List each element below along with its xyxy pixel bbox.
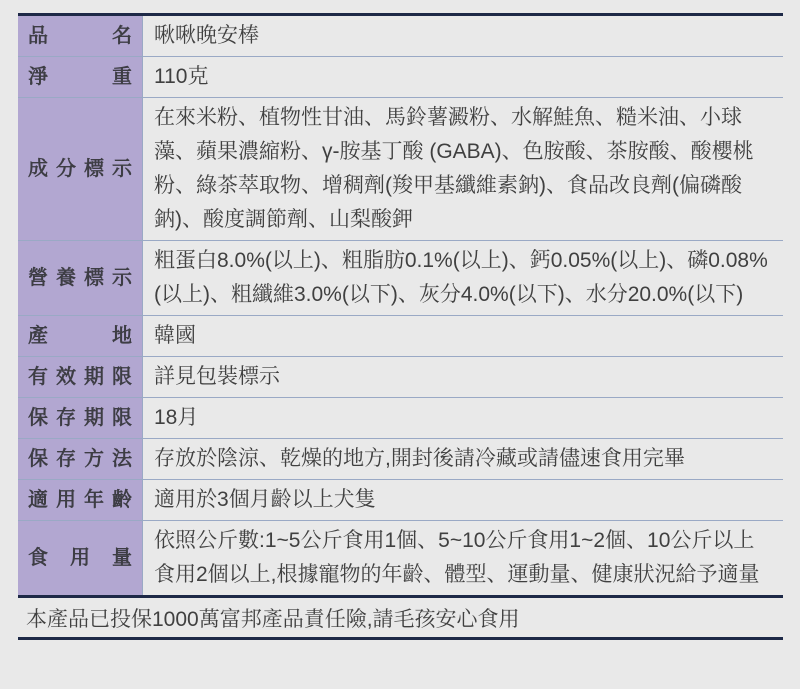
row-value: 在來米粉、植物性甘油、馬鈴薯澱粉、水解鮭魚、糙米油、小球藻、蘋果濃縮粉、γ-胺基丁酸 (GABA)、色胺酸、茶胺酸、酸櫻桃粉、綠茶萃取物、增稠劑(羧甲基纖維素鈉)、食品改良劑(偏磷酸鈉)、酸度調節劑、山梨酸鉀 [154, 106, 754, 231]
row-label-cell [18, 16, 143, 56]
row-label: 保存期限 [28, 407, 132, 429]
row-value: 適用於3個月齡以上犬隻 [154, 488, 376, 511]
row-value-cell [143, 16, 783, 56]
row-value-cell [143, 357, 783, 397]
row-label-cell [18, 357, 143, 397]
row-value-cell [143, 480, 783, 520]
row-label: 品名 [28, 25, 132, 47]
row-value-cell [143, 439, 783, 479]
row-value: 18月 [154, 406, 199, 429]
product-spec-table [18, 13, 783, 640]
row-label-cell [18, 57, 143, 97]
row-value: 存放於陰涼、乾燥的地方,開封後請冷藏或請儘速食用完畢 [154, 447, 685, 470]
table-row [18, 439, 783, 480]
table-row [18, 57, 783, 98]
row-value-cell [143, 316, 783, 356]
table-row [18, 398, 783, 439]
table-row [18, 241, 783, 316]
row-value-cell [143, 57, 783, 97]
row-label: 食用量 [28, 547, 132, 569]
row-value: 110克 [154, 65, 209, 88]
row-label: 適用年齡 [28, 489, 132, 511]
row-value-cell [143, 398, 783, 438]
row-value-cell [143, 521, 783, 595]
row-label: 淨重 [28, 66, 132, 88]
row-label-cell [18, 398, 143, 438]
row-value: 粗蛋白8.0%(以上)、粗脂肪0.1%(以上)、鈣0.05%(以上)、磷0.08%(以上)、粗纖維3.0%(以下)、灰分4.0%(以下)、水分20.0%(以下) [154, 249, 768, 306]
row-label-cell [18, 521, 143, 595]
table-row [18, 316, 783, 357]
row-value: 詳見包裝標示 [154, 365, 280, 388]
table-row [18, 357, 783, 398]
table-row [18, 16, 783, 57]
row-label-cell [18, 241, 143, 315]
row-label: 有效期限 [28, 366, 132, 388]
row-value: 啾啾晚安棒 [154, 24, 259, 47]
row-label: 成分標示 [28, 158, 132, 180]
row-label: 保存方法 [28, 448, 132, 470]
row-label-cell [18, 480, 143, 520]
row-value: 韓國 [154, 324, 196, 347]
row-label: 營養標示 [28, 267, 132, 289]
row-value-cell [143, 98, 783, 240]
row-label: 產地 [28, 325, 132, 347]
row-value: 依照公斤數:1~5公斤食用1個、5~10公斤食用1~2個、10公斤以上食用2個以上,根據寵物的年齡、體型、運動量、健康狀況給予適量 [154, 529, 760, 586]
row-label-cell [18, 98, 143, 240]
row-value-cell [143, 241, 783, 315]
row-label-cell [18, 316, 143, 356]
table-row [18, 480, 783, 521]
table-row [18, 98, 783, 241]
spec-rows [18, 16, 783, 595]
table-row [18, 521, 783, 595]
row-label-cell [18, 439, 143, 479]
insurance-note: 本產品已投保1000萬富邦產品責任險,請毛孩安心食用 [18, 595, 783, 640]
